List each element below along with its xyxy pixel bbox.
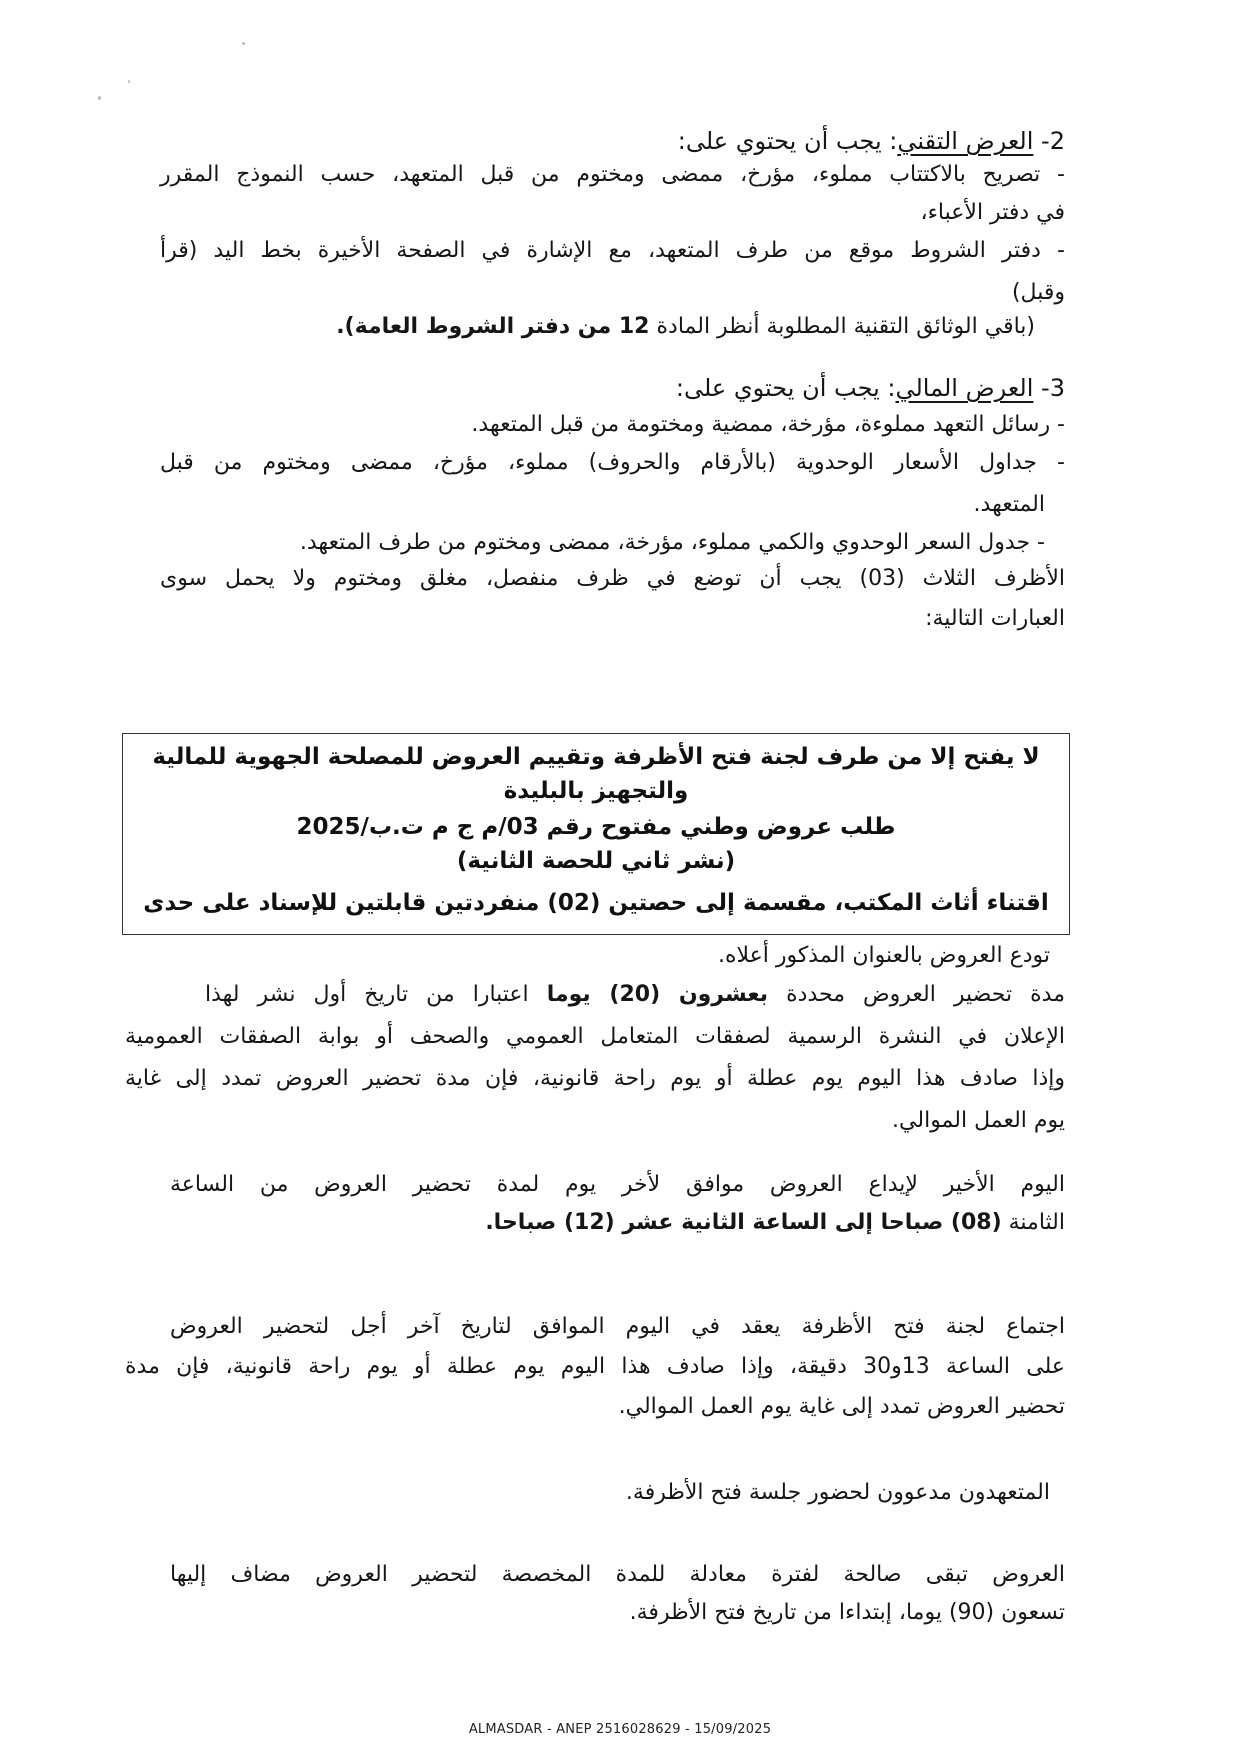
invitation-text: المتعهدون مدعوون لحضور جلسة فتح الأظرفة. [625,1480,1050,1505]
preparation-line1 [205,980,1065,1010]
section-intro: : يجب أن يحتوي على: [677,127,898,155]
preparation-text-a: مدة تحضير العروض محددة [786,982,1065,1007]
last-day-line1: اليوم الأخير لإيداع العروض موافق لأخر يوم لمدة تحضير العروض من الساعة [170,1172,1065,1197]
technical-note-text: (باقي الوثائق التقنية المطلوبة أنظر المادة [656,314,1035,339]
box-line-3: طلب عروض وطني مفتوح رقم 03/م ج م ت.ب/2025 [296,814,896,840]
section-title: العرض التقني [897,127,1034,155]
financial-item-3: - جدول السعر الوحدوي والكمي مملوء، مؤرخة، ممضى ومختوم من طرف المتعهد. [299,530,1045,555]
section-number: 3- [1041,374,1065,402]
technical-note [336,312,1035,342]
technical-item-2-line1: - دفتر الشروط موقع من طرف المتعهد، مع الإشارة في الصفحة الأخيرة بخط اليد (قرأ [160,238,1065,263]
footer-reference: ALMASDAR - ANEP 2516028629 - 15/09/2025 [468,1722,772,1737]
section-intro: : يجب أن يحتوي على: [675,374,896,402]
last-day-hours: (08) صباحا إلى الساعة الثانية عشر (12) صباحا. [485,1210,1002,1235]
box-line-1: لا يفتح إلا من طرف لجنة فتح الأظرفة وتقييم العروض للمصلحة الجهوية للمالية [152,744,1040,770]
meeting-line2: على الساعة 13و30 دقيقة، وإذا صادف هذا اليوم يوم عطلة أو يوم راحة قانونية، فإن مدة [125,1354,1065,1379]
technical-item-2-line2: وقبل) [1011,280,1065,305]
preparation-duration: بعشرون (20) يوما [546,982,769,1007]
financial-item-2-line1: - جداول الأسعار الوحدوية (بالأرقام والحروف) مملوء، مؤرخ، ممضى ومختوم من قبل [160,450,1065,475]
validity-line1: العروض تبقى صالحة لفترة معادلة للمدة المخصصة لتحضير العروض مضاف إليها [170,1562,1065,1587]
scan-speck [242,42,245,45]
box-line-4: (نشر ثاني للحصة الثانية) [456,848,736,874]
envelope-label-box [122,733,1070,935]
last-day-text: الثامنة [1008,1210,1065,1235]
financial-item-1: - رسائل التعهد مملوءة، مؤرخة، ممضية ومختومة من قبل المتعهد. [471,412,1065,437]
preparation-line3: وإذا صادف هذا اليوم يوم عطلة أو يوم راحة قانونية، فإن مدة تحضير العروض تمدد إلى غاية [125,1066,1065,1091]
technical-offer-heading [678,126,1065,156]
last-day-line2 [485,1208,1065,1238]
section-number: 2- [1041,127,1065,155]
meeting-line1: اجتماع لجنة فتح الأظرفة يعقد في اليوم الموافق لتاريخ آخر أجل لتحضير العروض [170,1314,1065,1339]
envelopes-line1: الأظرف الثلاث (03) يجب أن توضع في ظرف منفصل، مغلق ومختوم ولا يحمل سوى [160,566,1066,591]
box-line-5: اقتناء أثاث المكتب، مقسمة إلى حصتين (02) منفردتين قابلتين للإسناد على حدى [143,890,1049,916]
scan-speck [128,80,130,83]
technical-item-1-line2: في دفتر الأعباء، [920,200,1065,225]
technical-item-1-line1: - تصريح بالاكتتاب مملوء، مؤرخ، ممضى ومختوم من قبل المتعهد، حسب النموذج المقرر [160,162,1065,187]
validity-line2: تسعون (90) يوما، إبتداءا من تاريخ فتح الأظرفة. [629,1600,1065,1625]
envelopes-line2: العبارات التالية: [925,606,1065,631]
deposit-text: تودع العروض بالعنوان المذكور أعلاه. [717,943,1050,968]
financial-item-2-line2: المتعهد. [973,492,1045,517]
meeting-line3: تحضير العروض تمدد إلى غاية يوم العمل الموالي. [618,1394,1065,1419]
box-line-2: والتجهيز بالبليدة [503,778,689,804]
preparation-text-c: اعتبارا من تاريخ أول نشر لهذا [205,982,529,1007]
section-title: العرض المالي [895,374,1034,402]
preparation-line2: الإعلان في النشرة الرسمية لصفقات المتعامل العمومي والصحف أو بوابة الصفقات العمومية [125,1024,1065,1049]
preparation-line4: يوم العمل الموالي. [892,1108,1065,1133]
scan-speck [98,96,101,100]
technical-note-reference: 12 من دفتر الشروط العامة). [336,314,650,339]
financial-offer-heading [676,373,1065,403]
